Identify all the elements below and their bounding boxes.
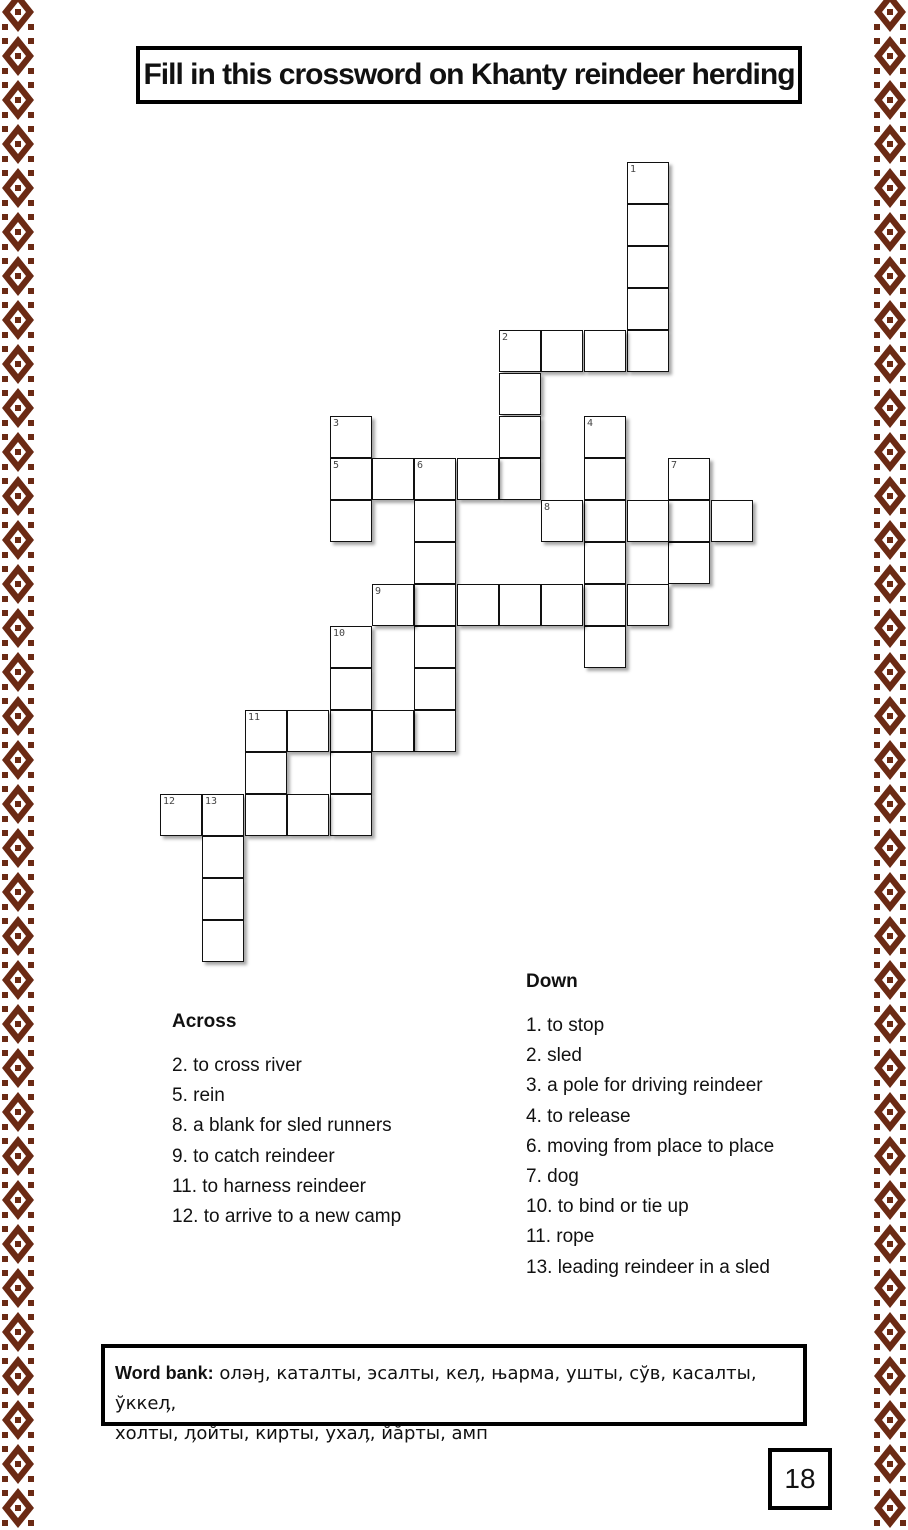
crossword-cell[interactable] [245, 710, 287, 752]
clue-number: 4 [587, 418, 594, 429]
crossword-cell[interactable] [499, 330, 541, 372]
word-bank-words-1: олəӈ, каталты, эсалты, кеӆ, њарма, ушты, сўв, касалты, ўккеӆ, [115, 1363, 757, 1414]
crossword-cell[interactable] [457, 458, 499, 500]
crossword-cell[interactable] [330, 416, 372, 458]
crossword-cell[interactable] [457, 584, 499, 626]
crossword-cell[interactable] [584, 584, 626, 626]
crossword-cell[interactable] [245, 794, 287, 836]
crossword-cell[interactable] [541, 584, 583, 626]
crossword-cell[interactable] [330, 500, 372, 542]
down-clue: 1. to stop [526, 1015, 605, 1036]
crossword-cell[interactable] [414, 584, 456, 626]
page-number: 18 [768, 1448, 832, 1510]
crossword-cell[interactable] [330, 626, 372, 668]
crossword-cell[interactable] [414, 542, 456, 584]
clue-number: 2 [502, 332, 509, 343]
crossword-cell[interactable] [627, 584, 669, 626]
crossword-cell[interactable] [330, 668, 372, 710]
across-clue: 11. to harness reindeer [172, 1175, 366, 1197]
crossword-cell[interactable] [287, 710, 329, 752]
crossword-cell[interactable] [414, 626, 456, 668]
crossword-cell[interactable] [330, 794, 372, 836]
clue-number: 11 [248, 712, 261, 723]
down-clue: 7. dog [526, 1165, 579, 1187]
crossword-cell[interactable] [499, 458, 541, 500]
crossword-cell[interactable] [627, 246, 669, 288]
down-clue: 3. a pole for driving reindeer [526, 1075, 763, 1097]
crossword-cell[interactable] [584, 416, 626, 458]
crossword-cell[interactable] [499, 584, 541, 626]
clue-number: 1 [630, 164, 637, 175]
word-bank-words-2: холты, ӆойты, кирты, ухаӆ, йăрты, амп [115, 1423, 488, 1444]
crossword-cell[interactable] [372, 584, 414, 626]
word-bank-line-1 [115, 1358, 793, 1419]
clue-number: 9 [375, 586, 382, 597]
crossword-cell[interactable] [711, 500, 753, 542]
crossword-cell[interactable] [584, 542, 626, 584]
crossword-cell[interactable] [541, 500, 583, 542]
down-heading: Down [526, 971, 578, 992]
crossword-cell[interactable] [627, 204, 669, 246]
clue-number: 6 [417, 460, 424, 471]
crossword-cell[interactable] [160, 794, 202, 836]
down-clue: 4. to release [526, 1105, 631, 1127]
word-bank-box [101, 1344, 807, 1444]
crossword-cell[interactable] [202, 920, 244, 962]
crossword-cell[interactable] [202, 878, 244, 920]
clue-number: 12 [163, 796, 176, 807]
down-clue: 11. rope [526, 1226, 595, 1248]
crossword-cell[interactable] [414, 710, 456, 752]
crossword-cell[interactable] [414, 500, 456, 542]
across-clue: 5. rein [172, 1085, 225, 1107]
crossword-cell[interactable] [245, 752, 287, 794]
crossword-cell[interactable] [414, 668, 456, 710]
clue-number: 10 [333, 628, 346, 639]
crossword-cell[interactable] [584, 330, 626, 372]
crossword-cell[interactable] [627, 162, 669, 204]
down-clue: 6. moving from place to place [526, 1135, 775, 1157]
crossword-cell[interactable] [499, 373, 541, 415]
across-clue: 2. to cross river [172, 1055, 302, 1076]
clue-number: 3 [333, 418, 340, 429]
clue-number: 5 [333, 460, 340, 471]
crossword-cell[interactable] [541, 330, 583, 372]
down-clue: 13. leading reindeer in a sled [526, 1256, 771, 1278]
clue-number: 8 [544, 502, 551, 513]
down-clue: 2. sled [526, 1045, 582, 1067]
crossword-cell[interactable] [202, 794, 244, 836]
crossword-cell[interactable] [287, 794, 329, 836]
crossword-cell[interactable] [499, 416, 541, 458]
across-clue: 8. a blank for sled runners [172, 1115, 392, 1137]
crossword-cell[interactable] [627, 500, 669, 542]
crossword-cell[interactable] [330, 752, 372, 794]
crossword-cell[interactable] [627, 288, 669, 330]
crossword-cell[interactable] [330, 458, 372, 500]
crossword-cell[interactable] [668, 500, 710, 542]
down-clue: 10. to bind or tie up [526, 1196, 689, 1218]
across-clue: 9. to catch reindeer [172, 1145, 335, 1167]
crossword-cell[interactable] [627, 330, 669, 372]
crossword-cell[interactable] [372, 458, 414, 500]
crossword-cell[interactable] [202, 836, 244, 878]
crossword-cell[interactable] [414, 458, 456, 500]
crossword-cell[interactable] [584, 458, 626, 500]
down-clue-list [526, 1015, 774, 1287]
across-clue-list [172, 1055, 401, 1236]
across-heading: Across [172, 1011, 237, 1032]
across-clue: 12. to arrive to a new camp [172, 1205, 402, 1227]
crossword-cell[interactable] [584, 500, 626, 542]
clue-number: 7 [671, 460, 678, 471]
crossword-cell[interactable] [330, 710, 372, 752]
page-title: Fill in this crossword on Khanty reindeer herding [143, 58, 795, 91]
clue-number: 13 [205, 796, 218, 807]
crossword-cell[interactable] [584, 626, 626, 668]
crossword-cell[interactable] [372, 710, 414, 752]
crossword-cell[interactable] [668, 458, 710, 500]
word-bank-label: Word bank: [115, 1363, 214, 1383]
crossword-cell[interactable] [668, 542, 710, 584]
